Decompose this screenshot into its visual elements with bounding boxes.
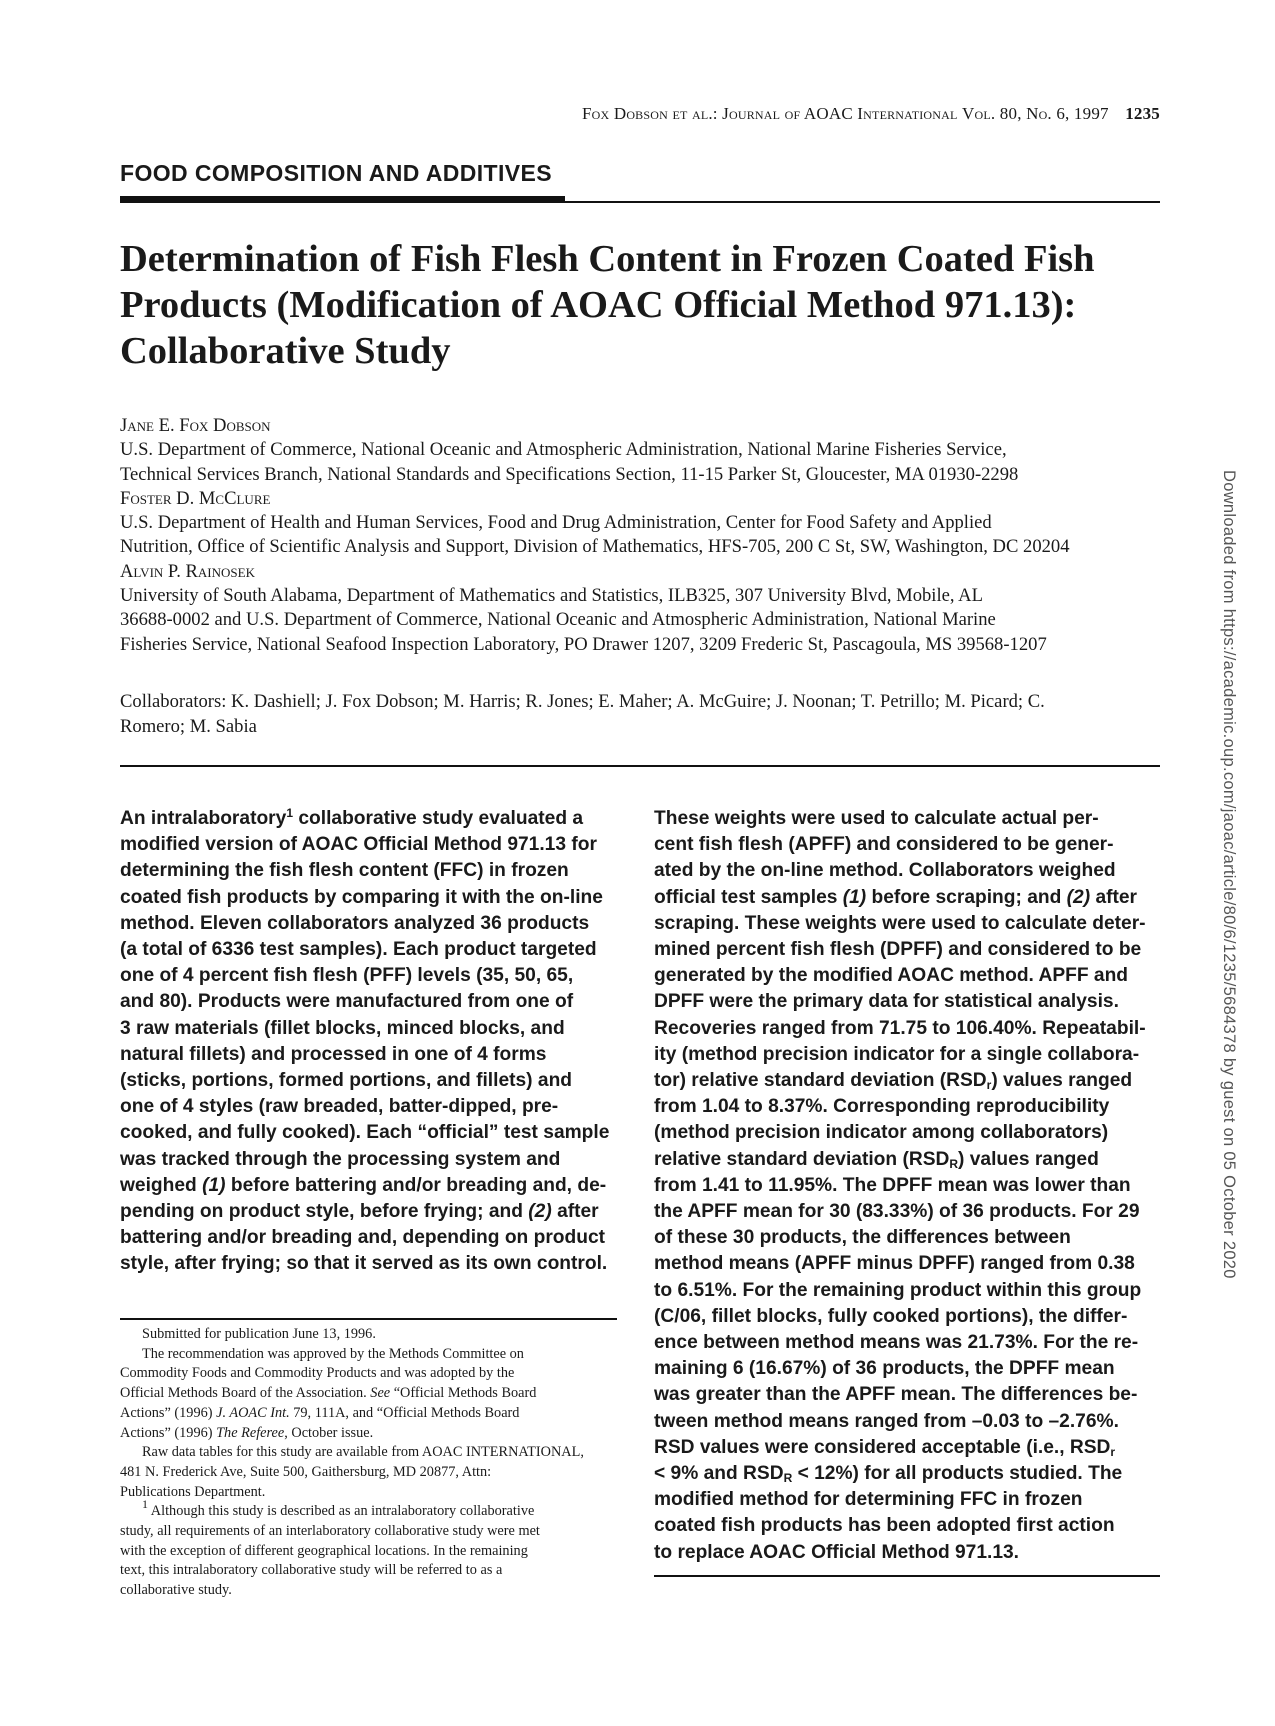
affiliation-line: University of South Alabama, Department of Mathematics and Statistics, ILB325, 307 University Blvd, Mobile, AL [120, 585, 983, 607]
abstract-line [120, 806, 620, 832]
footnote-line: Submitted for publication June 13, 1996. [142, 1326, 376, 1342]
text: (2) [1066, 886, 1091, 908]
abstract-end-rule [654, 1575, 1160, 1577]
text: official test samples [654, 886, 843, 908]
abstract-line: modified method for determining FFC in frozen [654, 1489, 1083, 1511]
abstract-line: (C/06, fillet blocks, fully cooked portions), the differ- [654, 1305, 1128, 1327]
abstract-line [654, 885, 1164, 911]
abstract-line: cent fish flesh (APFF) and considered to be gener- [654, 834, 1114, 856]
text: 79, 111A, and “Official Methods Board [289, 1404, 520, 1421]
abstract-line: (sticks, portions, formed portions, and fillets) and [120, 1070, 573, 1092]
text: , October issue. [284, 1424, 374, 1441]
affiliation-line: Technical Services Branch, National Standards and Specifications Section, 11-15 Parker St, Gloucester, MA 01930-2298 [120, 463, 1019, 485]
text: Actions” (1996) [120, 1424, 217, 1441]
author-name: Jane E. Fox Dobson [120, 415, 271, 436]
abstract-line: battering and/or breading and, depending on product [120, 1227, 606, 1249]
footnote-line [120, 1497, 630, 1522]
abstract-line: mined percent fish flesh (DPFF) and considered to be [654, 939, 1142, 961]
abstract-line: 3 raw materials (fillet blocks, minced blocks, and [120, 1017, 565, 1039]
footnote-line: with the exception of different geographical locations. In the remaining [120, 1542, 528, 1559]
footnote-line: The recommendation was approved by the Methods Committee on [142, 1345, 524, 1362]
text: Although this study is described as an intralaboratory collaborative [148, 1503, 535, 1520]
watermark-text: Downloaded from https://academic.oup.com/jaoac/article/80/6/1235/5684378 by guest on 05 October 2020 [1220, 470, 1238, 1279]
abstract-line: from 1.41 to 11.95%. The DPFF mean was lower than [654, 1174, 1131, 1196]
text: Official Methods Board of the Association. [120, 1385, 371, 1402]
footnote-rule [120, 1318, 617, 1320]
running-head-authors: Fox Dobson et al. [582, 104, 713, 123]
text: ) values ranged [991, 1070, 1133, 1092]
text: weighed [120, 1174, 203, 1196]
abstract-line: determining the fish flesh content (FFC) in frozen [120, 860, 569, 882]
abstract-line: scraping. These weights were used to calculate deter- [654, 912, 1146, 934]
title-line: Collaborative Study [120, 330, 451, 372]
affiliation-line: U.S. Department of Health and Human Services, Food and Drug Administration, Center for Food Safety and Applied [120, 512, 992, 534]
affiliation-line: Fisheries Service, National Seafood Inspection Laboratory, PO Drawer 1207, 3209 Frederic St, Pascagoula, MS 39568-1207 [120, 633, 1047, 655]
abstract-line: natural fillets) and processed in one of 4 forms [120, 1043, 547, 1065]
abstract-line: ity (method precision indicator for a single collabora- [654, 1043, 1140, 1065]
footnote-line: text, this intralaboratory collaborative study will be referred to as a [120, 1562, 503, 1579]
text: (2) [528, 1201, 552, 1223]
abstract-line: modified version of AOAC Official Method 971.13 for [120, 834, 597, 856]
text: “Official Methods Board [390, 1385, 537, 1402]
text: pending on product style, before frying; and [120, 1201, 529, 1223]
abstract-line: maining 6 (16.67%) of 36 products, the DPFF mean [654, 1358, 1115, 1380]
abstract-line: of these 30 products, the differences between [654, 1227, 1071, 1249]
text: < 12%) for all products studied. The [792, 1463, 1123, 1485]
abstract-line: coated fish products has been adopted first action [654, 1515, 1115, 1537]
subscript: r [1110, 1444, 1116, 1459]
text: An intralaboratory [120, 808, 287, 829]
running-head: Fox Dobson et al.: Journal of AOAC International Vol. 80, No. 6, 1997 1235 [582, 104, 1160, 123]
affiliation-line: 36688-0002 and U.S. Department of Commerce, National Oceanic and Atmospheric Administration, National Marine [120, 609, 996, 631]
author-block [120, 414, 1180, 657]
abstract-left-column [120, 806, 620, 1278]
footnote-line: collaborative study. [120, 1582, 232, 1599]
abstract-line: Recoveries ranged from 71.75 to 106.40%. Repeatabil- [654, 1017, 1146, 1039]
abstract-line: ated by the on-line method. Collaborators weighed [654, 860, 1116, 882]
text: Actions” (1996) [120, 1404, 217, 1421]
affiliation-line: Nutrition, Office of Scientific Analysis and Support, Division of Mathematics, HFS-705, 200 C St, SW, Washington, DC 20204 [120, 536, 1070, 558]
text: RSD values were considered acceptable (i.e., RSD [654, 1436, 1111, 1458]
abstract-line: (method precision indicator among collaborators) [654, 1122, 1109, 1144]
abstract-line: method. Eleven collaborators analyzed 36 products [120, 912, 590, 934]
abstract-right-column [654, 806, 1164, 1566]
footnote-ref[interactable]: 1 [286, 806, 294, 820]
abstract-line: one of 4 styles (raw breaded, batter-dipped, pre- [120, 1096, 559, 1118]
collaborators-line: Collaborators: K. Dashiell; J. Fox Dobson; M. Harris; R. Jones; E. Maher; A. McGuire; J. Noonan; T. Petrillo; M. Picard; C. [120, 691, 1045, 712]
title-line: Determination of Fish Flesh Content in Frozen Coated Fish [120, 238, 1095, 280]
footnote-line [120, 1384, 630, 1404]
abstract-line: tween method means ranged from –0.03 to –2.76%. [654, 1410, 1119, 1432]
subscript: r [986, 1078, 992, 1093]
page-number: 1235 [1125, 104, 1160, 123]
text: before battering and/or breading and, de- [225, 1174, 607, 1196]
abstract-top-rule [120, 765, 1160, 767]
abstract-line [654, 1461, 1164, 1487]
abstract-line [654, 1068, 1164, 1094]
abstract-line: from 1.04 to 8.37%. Corresponding reproducibility [654, 1096, 1110, 1118]
author-name: Alvin P. Rainosek [120, 560, 255, 582]
abstract-line: These weights were used to calculate actual per- [654, 808, 1099, 829]
section-rule-bar [120, 196, 565, 203]
text: before scraping; and [866, 886, 1067, 908]
footnotes [120, 1325, 630, 1601]
footnote-marker: 1 [142, 1497, 148, 1512]
abstract-line: DPFF were the primary data for statistical analysis. [654, 991, 1119, 1013]
download-watermark [1216, 470, 1240, 1310]
abstract-line: coated fish products by comparing it with the on-line [120, 886, 603, 908]
abstract-line: cooked, and fully cooked). Each “official” test sample [120, 1122, 610, 1144]
affiliation-line: U.S. Department of Commerce, National Oceanic and Atmospheric Administration, National Marine Fisheries Service, [120, 439, 1007, 461]
abstract-line: (a total of 6336 test samples). Each product targeted [120, 939, 597, 961]
abstract-line [654, 1435, 1164, 1461]
running-head-volume: Vol. 80, No. 6, 1997 [962, 104, 1109, 123]
abstract-line: was tracked through the processing system and [120, 1148, 561, 1170]
text: J. AOAC Int. [216, 1404, 290, 1421]
abstract-line: to replace AOAC Official Method 971.13. [654, 1541, 1020, 1563]
abstract-line [120, 1173, 620, 1199]
text: tor) relative standard deviation (RSD [654, 1070, 987, 1092]
running-head-journal: Journal of AOAC International [722, 104, 958, 123]
footnote-line [120, 1424, 630, 1444]
text: (1) [202, 1174, 226, 1196]
abstract-line: the APFF mean for 30 (83.33%) of 36 products. For 29 [654, 1201, 1140, 1223]
collaborators-line: Romero; M. Sabia [120, 715, 257, 737]
section-heading: FOOD COMPOSITION AND ADDITIVES [120, 160, 552, 186]
text: < 9% and RSD [654, 1463, 784, 1485]
text: (1) [842, 886, 867, 908]
article-title [120, 236, 1160, 374]
abstract-line: to 6.51%. For the remaining product within this group [654, 1279, 1142, 1301]
abstract-line: method means (APFF minus DPFF) ranged from 0.38 [654, 1253, 1135, 1275]
author-name: Foster D. McClure [120, 487, 271, 509]
footnote-line: Publications Department. [120, 1483, 266, 1500]
subscript: R [783, 1471, 793, 1486]
abstract-line: ence between method means was 21.73%. For the re- [654, 1332, 1139, 1354]
text: collaborative study evaluated a [293, 808, 584, 829]
abstract-line: generated by the modified AOAC method. APFF and [654, 965, 1129, 987]
abstract-line: and 80). Products were manufactured from one of [120, 991, 574, 1013]
text: The Referee [216, 1424, 285, 1441]
text: See [370, 1385, 391, 1402]
footnote-line: 481 N. Frederick Ave, Suite 500, Gaithersburg, MD 20877, Attn: [120, 1463, 492, 1480]
footnote-line [120, 1404, 630, 1424]
title-line: Products (Modification of AOAC Official Method 971.13): [120, 284, 1077, 326]
abstract-line: was greater than the APFF mean. The differences be- [654, 1384, 1138, 1406]
footnote-line: study, all requirements of an interlaboratory collaborative study were met [120, 1523, 540, 1540]
footnote-line: Raw data tables for this study are available from AOAC INTERNATIONAL, [142, 1444, 584, 1461]
abstract-line [654, 1147, 1164, 1173]
text: ) values ranged [958, 1148, 1099, 1170]
text: after [551, 1201, 599, 1223]
footnote-line: Commodity Foods and Commodity Products and was adopted by the [120, 1365, 515, 1382]
text: after [1090, 886, 1138, 908]
abstract-line: style, after frying; so that it served as its own control. [120, 1253, 608, 1275]
subscript: R [949, 1156, 959, 1171]
text: relative standard deviation (RSD [654, 1148, 950, 1170]
abstract-line: one of 4 percent fish flesh (PFF) levels (35, 50, 65, [120, 965, 574, 987]
abstract-line [120, 1199, 620, 1225]
collaborators [120, 690, 1180, 739]
